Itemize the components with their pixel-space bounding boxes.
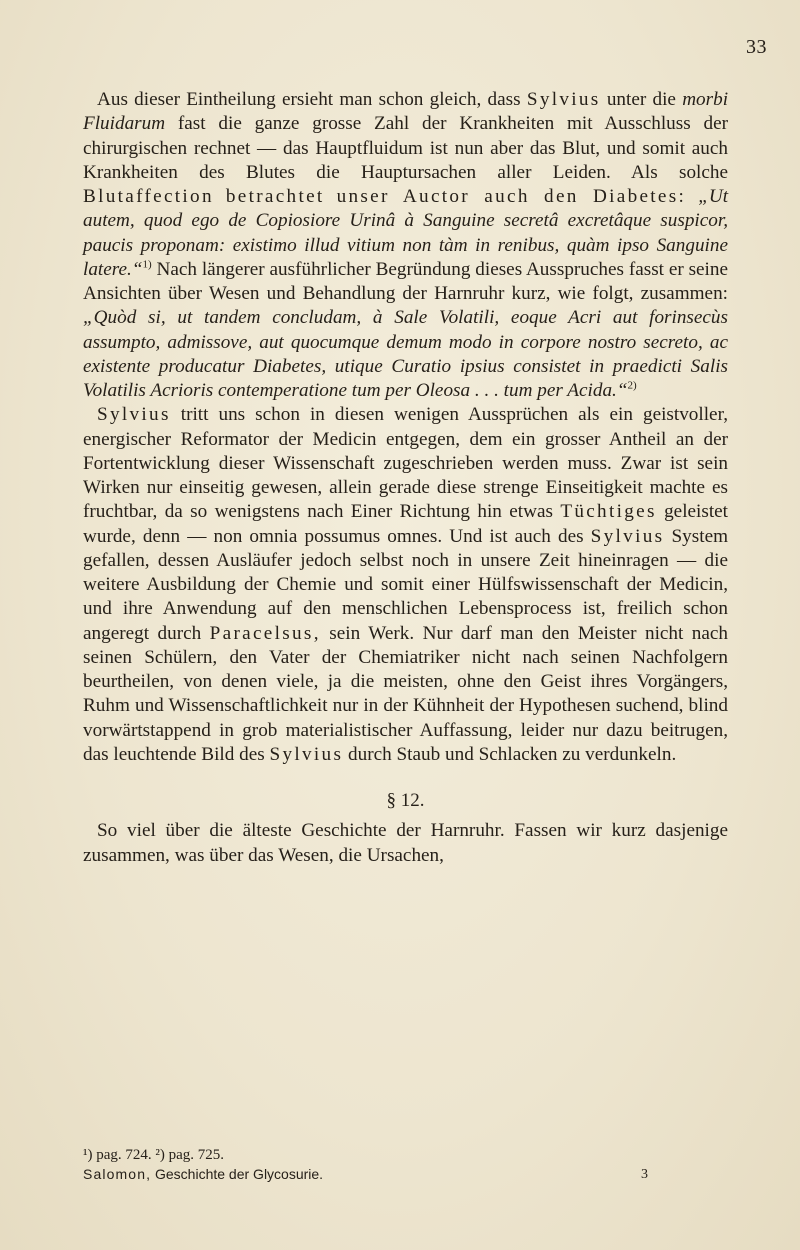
footnote-ref: 2) xyxy=(627,379,637,392)
emphasized-term: Tüchtiges xyxy=(560,501,657,523)
footnotes xyxy=(83,1146,728,1184)
book-author: Salomon, xyxy=(83,1166,152,1182)
latin-quote: „Ut autem, quod ego de Copiosiore Urinâ à Sanguine secretâ excretâque suspicor, paucis proponam: existimo illud vitium non tàm in renibus, quàm ipso Sanguine latere.“ xyxy=(83,186,729,280)
paragraph-1 xyxy=(83,88,728,403)
text-run: Aus dieser Eintheilung ersieht man schon gleich, dass xyxy=(97,89,521,110)
text-run: unter die xyxy=(606,89,676,110)
printer-signature: 3 xyxy=(641,1167,648,1182)
body-text xyxy=(83,88,728,868)
latin-term: morbi Fluidarum xyxy=(83,89,729,135)
emphasized-term: betrachtet xyxy=(225,186,325,207)
latin-quote: „Quòd si, ut tandem concludam, à Sale Volatili, eoque Acri aut forinsecùs assumpto, admissove, aut quocumque demum modo in corpore nostro secreto, ac existente producatur Diabetes, utique Curatio ipsius consistet in praedicti Salis Volatilis Acrioris contemperatione tum per Oleosa . . . tum per Acida.“ xyxy=(83,307,728,401)
footnote-line: ¹) pag. 724. ²) pag. 725. xyxy=(83,1147,225,1163)
text-run: System gefallen, dessen Ausläufer jedoch selbst noch in unsere Zeit hineinragen — die weitere Ausbildung der Chemie und somit einer Hülfswissenschaft der Medicin, und ihre Anwendung auf den menschlichen Lebensprocess ist, freilich schon angeregt durch xyxy=(83,525,729,644)
emphasized-term: Blutaffection xyxy=(83,186,214,207)
page-number: 33 xyxy=(746,36,767,58)
text-run: sein Werk. Nur darf man den Meister nicht nach seinen Schülern, den Vater der Chemiatriker nicht nach seinen Nachfolgern beurtheilen, von denen viele, ja die meisten, ohne den Geist ihres Vorgängers, Ruhm und Wissenschaftlichkeit nur in der Kühnheit der Hypothesen suchend, blind vorwärtstappend in grob materialistischer Auffassung, leider nur dazu beitrugen, das leuchtende Bild des xyxy=(83,622,729,765)
author-name: Paracelsus, xyxy=(209,622,321,644)
book-title: Geschichte der Glycosurie. xyxy=(155,1166,324,1182)
book-reference xyxy=(83,1165,323,1184)
author-name: Sylvius xyxy=(269,743,344,765)
text-run: fast die ganze grosse Zahl der Krankheiten mit Ausschluss der chirurgischen rechnet — das Hauptfluidum ist nun aber das Blut, und somit auch Krankheiten des Blutes die Hauptursachen aller Leiden. Als solche xyxy=(83,113,728,183)
paragraph-3: So viel über die älteste Geschichte der Harnruhr. Fassen wir kurz dasjenige zusammen, was über das Wesen, die Ursachen, xyxy=(83,820,728,866)
signature-line xyxy=(83,1165,728,1184)
text-run: Nach längerer ausführlicher Begründung dieses Ausspruches fasst er seine Ansichten über Wesen und Behandlung der Harnruhr kurz, wie folgt, zusammen: xyxy=(83,258,728,304)
author-name: Sylvius xyxy=(590,525,665,547)
section-heading: § 12. xyxy=(386,790,425,811)
author-name: Sylvius xyxy=(526,89,601,110)
text-run: geleistet wurde, denn — non omnia possumus omnes. Und ist auch des xyxy=(83,501,729,547)
paragraph-2 xyxy=(83,403,728,767)
text-run: tritt uns schon in diesen wenigen Aussprüchen als ein geistvoller, energischer Reformator der Medicin entgegen, dem ein grosser Antheil an der Fortentwicklung dieser Wissenschaft zugeschrieben werden muss. Zwar ist sein Wirken nur einseitig gewesen, allein gerade diese strenge Einseitigkeit machte es fruchtbar, da so wenigstens nach Einer Richtung hin etwas xyxy=(83,404,728,523)
footnote-ref: 1) xyxy=(142,258,152,271)
text-run: durch Staub und Schlacken zu verdunkeln. xyxy=(348,743,677,765)
author-name: Sylvius xyxy=(97,404,171,426)
emphasized-phrase: unser Auctor auch den Diabetes: xyxy=(336,186,687,207)
